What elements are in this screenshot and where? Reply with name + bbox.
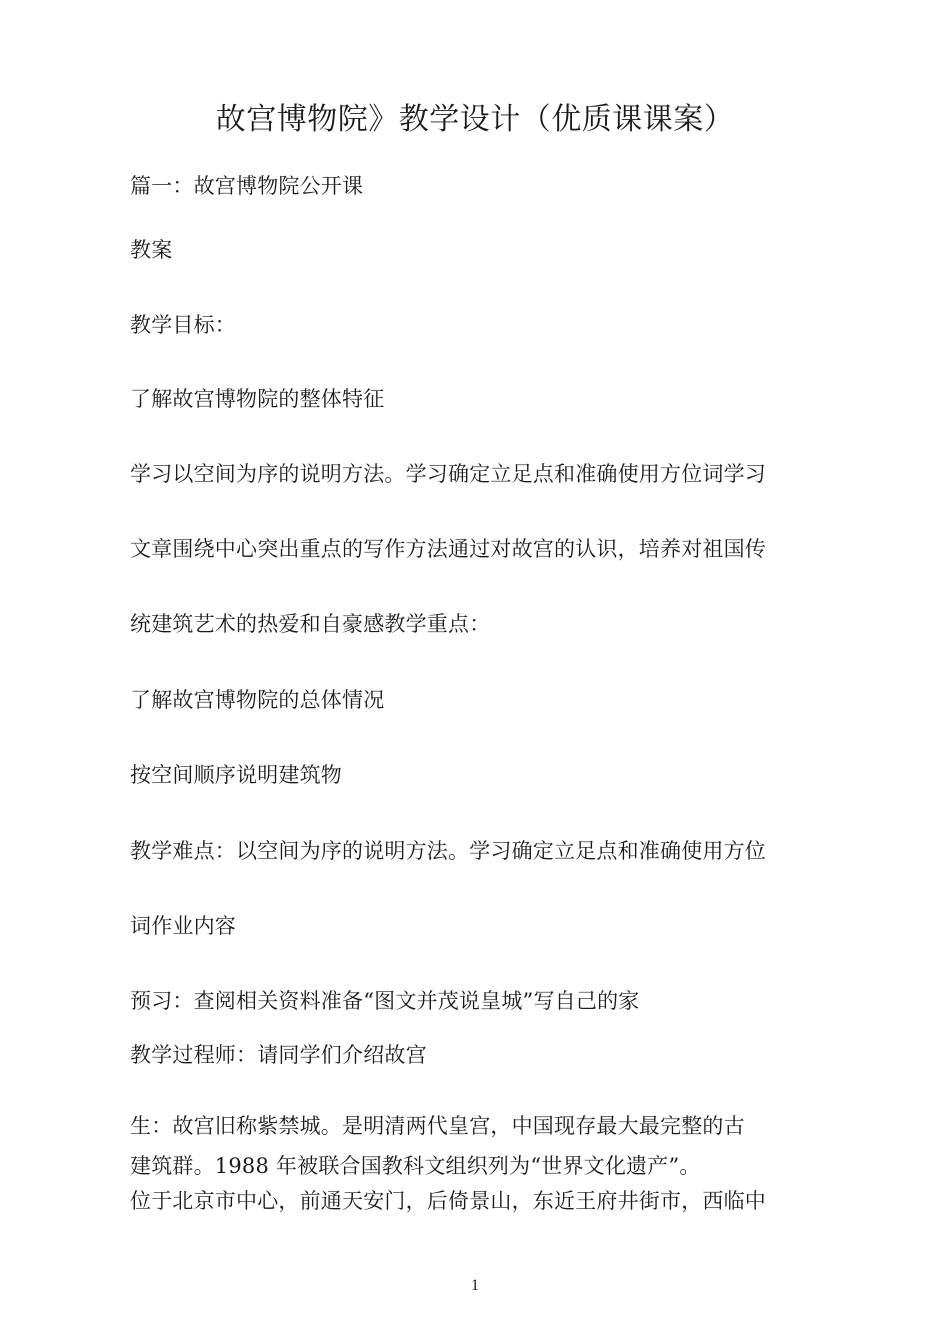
page-number: 1 (471, 1277, 479, 1294)
document-title: 故宫博物院》教学设计（优质课课案） (215, 102, 735, 137)
text-line: 学习以空间为序的说明方法。学习确定立足点和准确使用方位词学习 (130, 462, 766, 486)
text-line: 建筑群。1988 年被联合国教科文组织列为“世界文化遗产”。 (130, 1154, 701, 1178)
text-line: 预习：查阅相关资料准备“图文并茂说皇城”写自己的家 (130, 989, 640, 1013)
text-line: 教学过程师：请同学们介绍故宫 (130, 1043, 427, 1067)
text-line: 位于北京市中心，前通天安门，后倚景山，东近王府井街市，西临中 (130, 1189, 766, 1213)
text-line: 按空间顺序说明建筑物 (130, 763, 342, 787)
text-line: 篇一：故宫博物院公开课 (130, 174, 364, 198)
text-line: 生：故宫旧称紫禁城。是明清两代皇宫，中国现存最大最完整的古 (130, 1114, 745, 1138)
text-line: 教案 (130, 238, 173, 262)
text-line: 了解故宫博物院的整体特征 (130, 387, 385, 411)
text-line: 词作业内容 (130, 914, 236, 938)
text-line: 文章围绕中心突出重点的写作方法通过对故宫的认识，培养对祖国传 (130, 537, 766, 561)
text-line: 教学目标： (130, 313, 236, 337)
text-line: 了解故宫博物院的总体情况 (130, 688, 385, 712)
text-line: 教学难点：以空间为序的说明方法。学习确定立足点和准确使用方位 (130, 839, 766, 863)
text-line: 统建筑艺术的热爱和自豪感教学重点： (130, 612, 491, 636)
